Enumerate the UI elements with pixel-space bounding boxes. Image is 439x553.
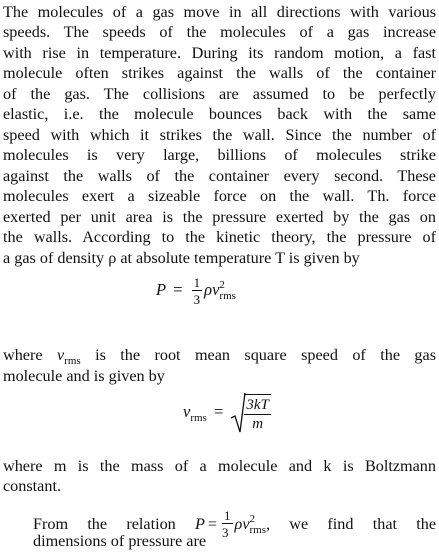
paragraph-line: molecules exert a sizeable force on the wall. Th. force [3,187,436,205]
relation-continuation: , we find that the [266,515,437,533]
vrms-equation [183,392,273,434]
paragraph-line: elastic, i.e. the molecule bounces back with the same [3,105,436,123]
density-symbol: ρ [204,279,213,299]
velocity-symbol: v [242,515,250,533]
rms-subscript: rms [249,524,267,537]
where-word: where [3,346,57,364]
constant-line: constant. [3,477,61,495]
vrms-subscript: rms [64,355,81,367]
paragraph-line: speeds. The speeds of the molecules of a gas increase [3,23,436,41]
vrms-symbol: v [56,346,65,364]
equals-sign: = [213,401,224,421]
velocity-symbol: v [212,279,220,299]
paragraph-line: molecule often strikes against the walls of the container [3,64,436,82]
paragraph-line: speed with which it strikes the wall. Since the number of [3,126,436,144]
fraction-denominator: 3 [222,525,229,540]
dimensions-line: dimensions of pressure are [33,532,207,550]
paragraph-line: the walls. According to the kinetic theory, the pressure of [3,228,436,246]
paragraph-line: with rise in temperature. During its random motion, a fast [3,44,436,62]
pressure-equation [156,276,236,306]
radicand-fraction [244,394,271,432]
equals-sign: = [207,515,218,533]
radicand-numerator: 3kT [246,397,269,413]
vrms-lhs-symbol: v [183,401,191,421]
density-symbol: ρ [234,515,243,533]
paragraph-line: against the walls of the container every second. These [3,167,436,185]
equals-sign: = [173,279,183,299]
pressure-symbol: P [195,515,205,533]
relation-text: From the relation [33,515,196,533]
fraction-denominator: 3 [193,292,201,307]
one-third-fraction [192,276,203,306]
rms-subscript: rms [219,290,236,302]
paragraph-line: exerted per unit area is the pressure exerted by the gas on [3,208,436,226]
pressure-symbol: P [156,279,167,299]
fraction-numerator: 1 [193,275,201,290]
square-exponent: 2 [219,279,225,291]
where-vrms-text: is the root mean square speed of the gas [80,346,436,364]
where-m-line: where m is the mass of a molecule and k is Boltzmann [3,457,436,475]
rms-superscript-subscript [219,280,236,302]
fraction-numerator: 1 [224,508,231,523]
square-exponent: 2 [249,513,256,526]
radicand-denominator: m [252,416,264,432]
where-vrms-line-2: molecule and is given by [3,367,165,385]
paragraph-line: The molecules of a gas move in all directions with various [3,3,436,21]
paragraph-line: a gas of density ρ at absolute temperature T is given by [3,249,360,267]
vrms-lhs-subscript: rms [190,411,207,424]
paragraph-line: molecules is very large, billions of molecules strike [3,146,436,164]
paragraph-line: of the gas. The collisions are assumed to be perfectly [3,85,436,103]
